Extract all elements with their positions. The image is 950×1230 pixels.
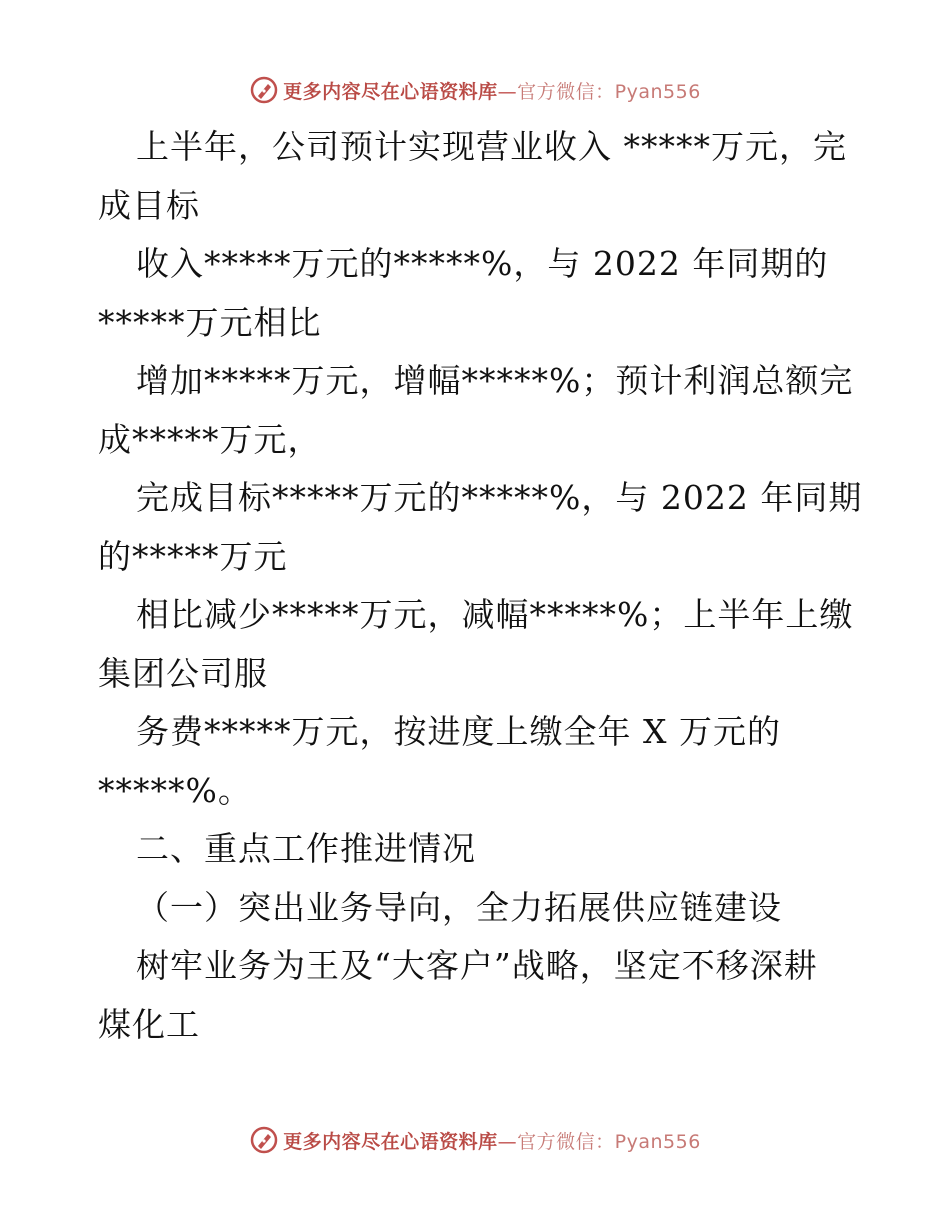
header-wechat-text: 官方微信：Pyan556 (517, 80, 701, 103)
paragraph-line: 增加*****万元，增幅*****%；预计利润总额完 (136, 361, 854, 400)
header-banner-text (283, 77, 701, 104)
paragraph-line: 树牢业务为王及“大客户”战略，坚定不移深耕 (136, 946, 818, 985)
paragraph-line: 成目标 (98, 185, 200, 225)
document-body (98, 118, 863, 1054)
header-banner (0, 70, 950, 110)
paragraph-line: 相比减少*****万元，减幅*****%；上半年上缴 (136, 595, 854, 634)
paragraph-line: 煤化工 (98, 1004, 200, 1044)
pen-nib-logo-icon (249, 1125, 279, 1155)
paragraph-line: 务费*****万元，按进度上缴全年 X 万元的 (136, 712, 781, 751)
paragraph-line: 收入*****万元的*****%，与 2022 年同期的 (136, 244, 829, 283)
paragraph-line: *****万元相比 (98, 302, 322, 342)
header-separator: — (497, 80, 518, 103)
pen-nib-logo-icon (249, 75, 279, 105)
paragraph-line: 上半年，公司预计实现营业收入 *****万元，完 (136, 127, 847, 166)
paragraph-line: 的*****万元 (98, 536, 288, 576)
paragraph-line: 集团公司服 (98, 653, 268, 693)
footer-wechat-text: 官方微信：Pyan556 (517, 1130, 701, 1153)
paragraph-line: 完成目标*****万元的*****%，与 2022 年同期 (136, 478, 863, 517)
paragraph-line: *****%。 (98, 770, 252, 810)
subsection-heading: （一）突出业务导向，全力拓展供应链建设 (136, 887, 782, 927)
header-brand-text: 更多内容尽在心语资料库 (283, 80, 498, 103)
footer-banner-text (283, 1127, 701, 1154)
footer-separator: — (497, 1130, 518, 1153)
section-heading: 二、重点工作推进情况 (136, 829, 476, 868)
footer-banner (0, 1120, 950, 1160)
paragraph-line: 成*****万元， (98, 419, 322, 459)
footer-brand-text: 更多内容尽在心语资料库 (283, 1130, 498, 1153)
